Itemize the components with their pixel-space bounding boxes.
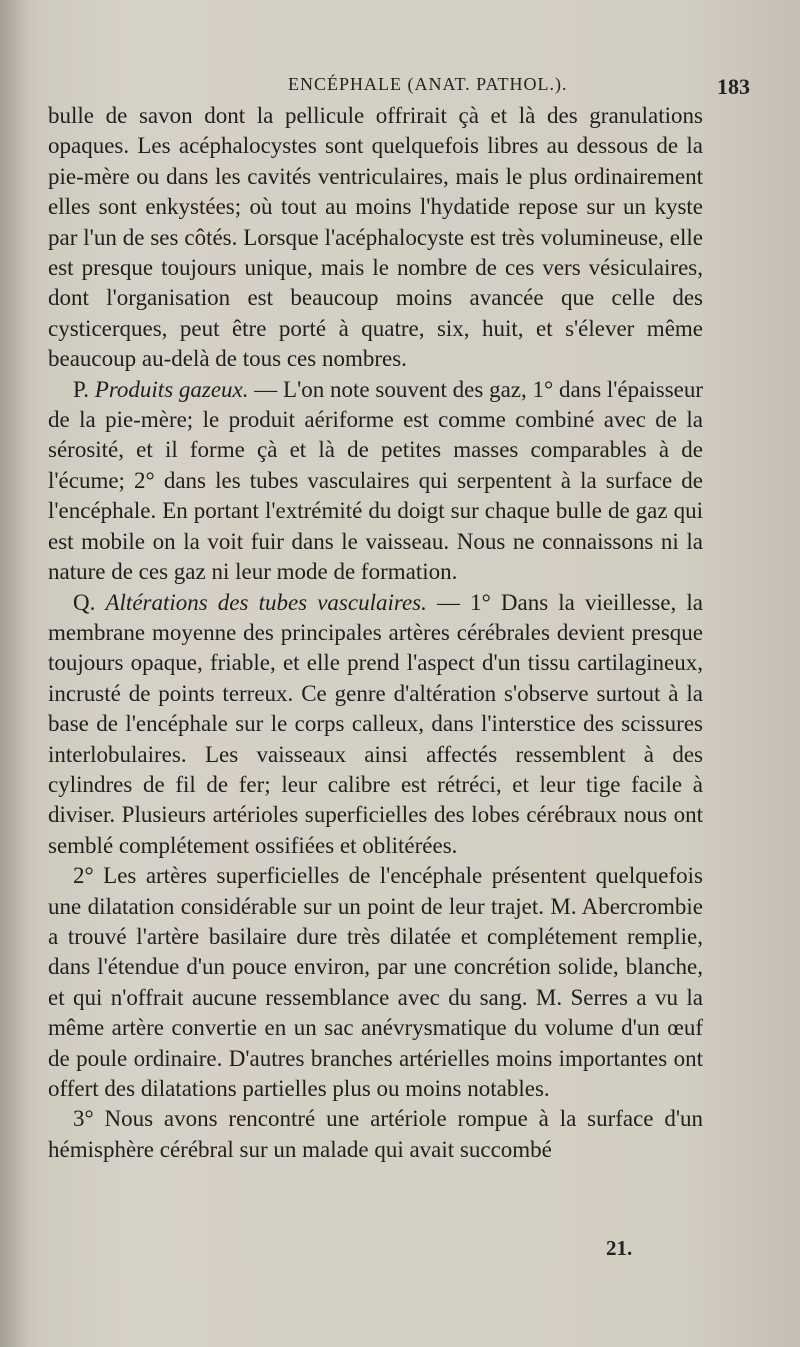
signature-mark: 21. [606, 1236, 633, 1260]
paragraph-vascular-alterations-text: — 1° Dans la vieillesse, la membrane moyenne des principales artères cérébrales devient presque toujours opaque, friable, et elle prend l'aspect d'un tissu cartilagineux, incrusté de points terreux. Ce genre d'altération s'observe surtout à la base de l'encéphale sur le corps calleux, dans l'interstice des scissures interlobulaires. Les vaisseaux ainsi affectés ressemblent à des cylindres de fil de fer; leur calibre est rétréci, et leur tige facile à diviser. Plusieurs artérioles superficielles des lobes cérébraux nous ont semblé complétement ossifiées et oblitérées. [48, 589, 703, 858]
paragraph-ruptured-arteriole: 3° Nous avons rencontré une artériole rompue à la surface d'un hémisphère cérébral sur un malade qui avait succombé [48, 1106, 703, 1162]
running-head: ENCÉPHALE (ANAT. PATHOL.). [288, 74, 568, 94]
page-number: 183 [717, 74, 750, 99]
body-text [48, 101, 703, 1165]
paragraph-1: bulle de savon dont la pellicule offrirait çà et là des granulations opaques. Les acéphalocystes sont quelquefois libres au dessous de la pie-mère ou dans les cavités ventriculaires, mais le plus ordinairement elles sont enkystées; où tout au moins l'hydatide repose sur un kyste par l'un de ses côtés. Lorsque l'acéphalocyste est très volumineuse, elle est presque toujours unique, mais le nombre de ces vers vésiculaires, dont l'organisation est beaucoup moins avancée que celle des cysticerques, peut être porté à quatre, six, huit, et s'élever même beaucoup au-delà de tous ces nombres. [48, 103, 703, 372]
paragraph-vascular-alterations [48, 588, 703, 862]
paragraph-gaseous-products [48, 375, 703, 588]
section-letter-p: P. [73, 376, 89, 402]
section-title-gaseous-products: Produits gazeux. [94, 376, 249, 402]
gutter-shadow [0, 0, 28, 1347]
page-header [48, 74, 750, 104]
section-letter-q: Q. [73, 589, 96, 615]
paragraph-gaseous-products-text: — L'on note souvent des gaz, 1° dans l'épaisseur de la pie-mère; le produit aériforme est comme combiné avec de la sérosité, et il forme çà et là de petites masses comparables à de l'écume; 2° dans les tubes vasculaires qui serpentent à la surface de l'encéphale. En portant l'extrémité du doigt sur chaque bulle de gaz qui est mobile on la voit fuir dans le vaisseau. Nous ne connaissons ni la nature de ces gaz ni leur mode de formation. [48, 376, 704, 585]
paragraph-arterial-dilatation: 2° Les artères superficielles de l'encéphale présentent quelquefois une dilatation considérable sur un point de leur trajet. M. Abercrombie a trouvé l'artère basilaire dure très dilatée et complétement remplie, dans l'étendue d'un pouce environ, par une concrétion solide, blanche, et qui n'offrait aucune ressemblance avec du sang. M. Serres a vu la même artère convertie en un sac anévrysmatique du volume d'un œuf de poule ordinaire. D'autres branches artérielles moins importantes ont offert des dilatations partielles plus ou moins notables. [48, 863, 703, 1101]
section-title-vascular-alterations: Altérations des tubes vasculaires. [105, 589, 427, 615]
